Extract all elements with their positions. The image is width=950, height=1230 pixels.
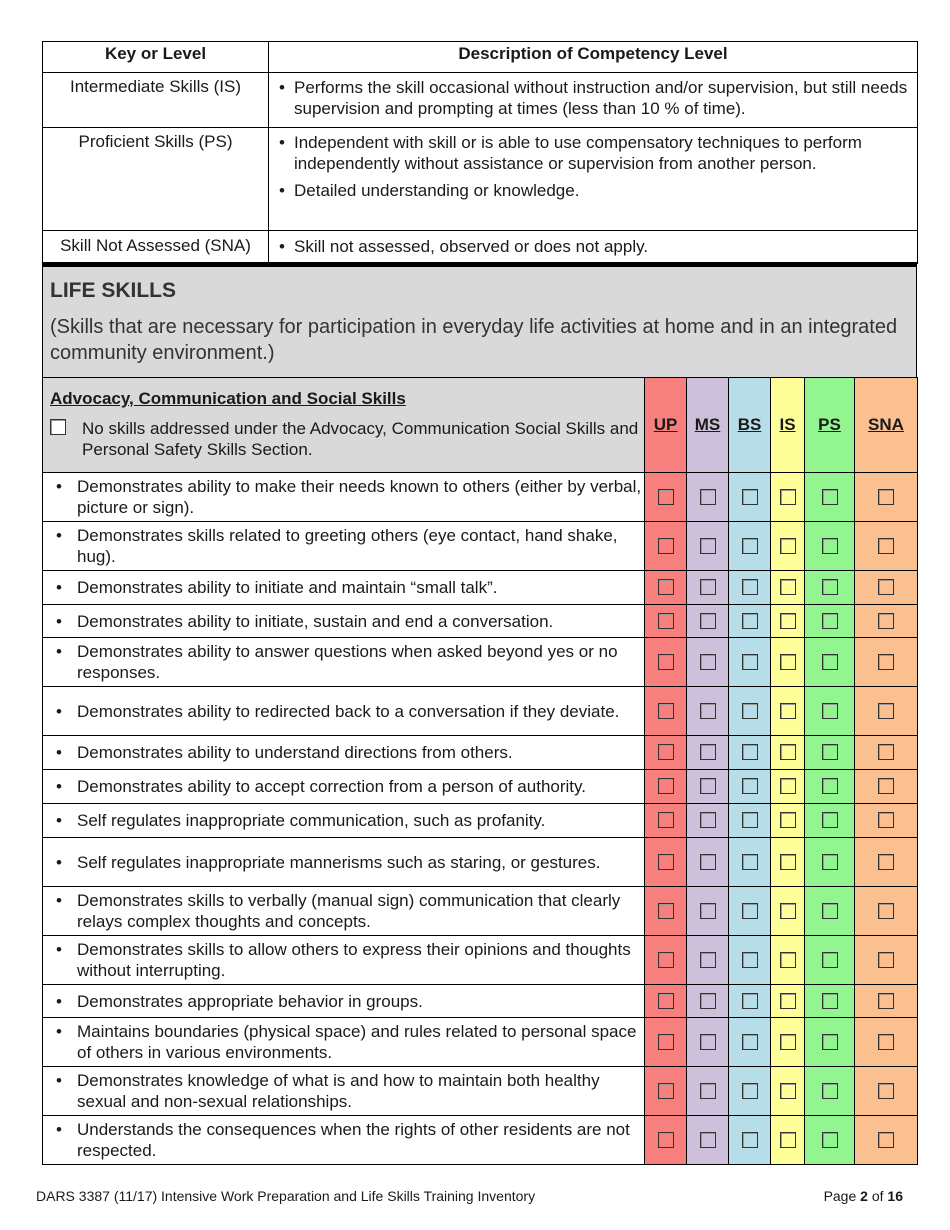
checkbox-ms[interactable] — [700, 1132, 716, 1148]
checkbox-up[interactable] — [658, 1034, 674, 1050]
key-description: • Independent with skill or is able to use compensatory techniques to perform independently without assistance or supervision from another person. — [277, 132, 913, 174]
skill-label: • Demonstrates skills related to greeting others (eye contact, hand shake, hug). — [43, 525, 644, 567]
checkbox-bs[interactable] — [742, 744, 758, 760]
checkbox-up[interactable] — [658, 1083, 674, 1099]
key-label: Intermediate Skills (IS) — [43, 73, 269, 128]
checkbox-ms[interactable] — [700, 489, 716, 505]
checkbox-is[interactable] — [780, 613, 796, 629]
checkbox-up[interactable] — [658, 952, 674, 968]
checkbox-ms[interactable] — [700, 993, 716, 1009]
checkbox-ms[interactable] — [700, 1034, 716, 1050]
skill-row — [43, 687, 918, 736]
level-header-is: IS — [771, 378, 805, 473]
skill-label: • Demonstrates appropriate behavior in groups. — [43, 991, 644, 1012]
key-row-intermediate — [43, 73, 918, 128]
checkbox-ms[interactable] — [700, 854, 716, 870]
checkbox-sna[interactable] — [878, 654, 894, 670]
checkbox-ms[interactable] — [700, 703, 716, 719]
key-description: • Skill not assessed, observed or does not apply. — [277, 236, 913, 257]
checkbox-is[interactable] — [780, 778, 796, 794]
checkbox-is[interactable] — [780, 538, 796, 554]
checkbox-is[interactable] — [780, 654, 796, 670]
checkbox-is[interactable] — [780, 952, 796, 968]
checkbox-up[interactable] — [658, 654, 674, 670]
key-label: Proficient Skills (PS) — [43, 128, 269, 231]
checkbox-ps[interactable] — [822, 952, 838, 968]
level-header-ps: PS — [805, 378, 855, 473]
skill-label: • Demonstrates ability to redirected back to a conversation if they deviate. — [43, 701, 644, 722]
checkbox-up[interactable] — [658, 854, 674, 870]
checkbox-up[interactable] — [658, 812, 674, 828]
key-description: • Detailed understanding or knowledge. — [277, 180, 913, 201]
skill-label: • Demonstrates ability to answer questions when asked beyond yes or no responses. — [43, 641, 644, 683]
skill-label: • Understands the consequences when the rights of other residents are not respected. — [43, 1119, 644, 1161]
life-skills-header — [42, 262, 917, 378]
skill-label: • Demonstrates ability to accept correction from a person of authority. — [43, 776, 644, 797]
checkbox-ps[interactable] — [822, 903, 838, 919]
skill-label: • Demonstrates skills to allow others to express their opinions and thoughts without interrupting. — [43, 939, 644, 981]
level-header-ms: MS — [687, 378, 729, 473]
checkbox-sna[interactable] — [878, 778, 894, 794]
checkbox-is[interactable] — [780, 993, 796, 1009]
checkbox-up[interactable] — [658, 778, 674, 794]
level-header-up: UP — [645, 378, 687, 473]
skill-row — [43, 1067, 918, 1116]
checkbox-sna[interactable] — [878, 703, 894, 719]
checkbox-ms[interactable] — [700, 952, 716, 968]
checkbox-bs[interactable] — [742, 703, 758, 719]
skill-row — [43, 736, 918, 770]
checkbox-sna[interactable] — [878, 1083, 894, 1099]
key-row-proficient — [43, 128, 918, 231]
page-prefix: Page — [823, 1188, 857, 1204]
no-skills-label: No skills addressed under the Advocacy, Communication Social Skills and Personal Safety Skills Section. — [82, 419, 639, 459]
checkbox-up[interactable] — [658, 489, 674, 505]
skill-row — [43, 985, 918, 1018]
checkbox-bs[interactable] — [742, 1034, 758, 1050]
checkbox-bs[interactable] — [742, 812, 758, 828]
key-label: Skill Not Assessed (SNA) — [43, 231, 269, 264]
checkbox-sna[interactable] — [878, 903, 894, 919]
checkbox-up[interactable] — [658, 903, 674, 919]
checkbox-up[interactable] — [658, 744, 674, 760]
skill-label: • Demonstrates skills to verbally (manual sign) communication that clearly relays complex thoughts and concepts. — [43, 890, 644, 932]
checkbox-sna[interactable] — [878, 744, 894, 760]
checkbox-is[interactable] — [780, 903, 796, 919]
skill-row — [43, 638, 918, 687]
competency-key-table — [42, 41, 918, 264]
checkbox-ps[interactable] — [822, 703, 838, 719]
skill-row — [43, 522, 918, 571]
checkbox-sna[interactable] — [878, 1034, 894, 1050]
no-skills-checkbox[interactable] — [50, 419, 66, 435]
checkbox-is[interactable] — [780, 579, 796, 595]
checkbox-ps[interactable] — [822, 1083, 838, 1099]
skill-row — [43, 838, 918, 887]
skill-label: • Demonstrates knowledge of what is and how to maintain both healthy sexual and non-sexual relationships. — [43, 1070, 644, 1112]
checkbox-is[interactable] — [780, 854, 796, 870]
checkbox-bs[interactable] — [742, 1132, 758, 1148]
level-header-sna: SNA — [855, 378, 918, 473]
checkbox-is[interactable] — [780, 703, 796, 719]
life-skills-description: (Skills that are necessary for participation in everyday life activities at home and in an integrated community environment.) — [50, 316, 898, 364]
checkbox-ms[interactable] — [700, 579, 716, 595]
checkbox-bs[interactable] — [742, 538, 758, 554]
checkbox-ms[interactable] — [700, 613, 716, 629]
checkbox-ps[interactable] — [822, 1034, 838, 1050]
checkbox-is[interactable] — [780, 744, 796, 760]
skill-row — [43, 473, 918, 522]
checkbox-ps[interactable] — [822, 538, 838, 554]
section-title: Advocacy, Communication and Social Skills — [50, 389, 406, 408]
checkbox-sna[interactable] — [878, 854, 894, 870]
section-header — [43, 378, 645, 473]
checkbox-up[interactable] — [658, 1132, 674, 1148]
checkbox-bs[interactable] — [742, 952, 758, 968]
checkbox-ps[interactable] — [822, 1132, 838, 1148]
skill-label: • Self regulates inappropriate mannerisms such as staring, or gestures. — [43, 852, 644, 873]
form-title: DARS 3387 (11/17) Intensive Work Preparation and Life Skills Training Inventory — [36, 1188, 536, 1204]
checkbox-ps[interactable] — [822, 654, 838, 670]
skill-label: • Demonstrates ability to initiate, sustain and end a conversation. — [43, 611, 644, 632]
checkbox-ms[interactable] — [700, 744, 716, 760]
checkbox-bs[interactable] — [742, 489, 758, 505]
checkbox-up[interactable] — [658, 538, 674, 554]
checkbox-ps[interactable] — [822, 579, 838, 595]
page-total: 16 — [887, 1188, 903, 1204]
description-column-header: Description of Competency Level — [269, 42, 918, 73]
checkbox-bs[interactable] — [742, 654, 758, 670]
checkbox-is[interactable] — [780, 1034, 796, 1050]
checkbox-sna[interactable] — [878, 613, 894, 629]
checkbox-sna[interactable] — [878, 1132, 894, 1148]
checkbox-sna[interactable] — [878, 952, 894, 968]
checkbox-ms[interactable] — [700, 903, 716, 919]
checkbox-bs[interactable] — [742, 903, 758, 919]
checkbox-sna[interactable] — [878, 993, 894, 1009]
checkbox-up[interactable] — [658, 579, 674, 595]
checkbox-ms[interactable] — [700, 538, 716, 554]
checkbox-ps[interactable] — [822, 489, 838, 505]
skills-checklist-table — [42, 377, 918, 1165]
life-skills-title: LIFE SKILLS — [50, 279, 176, 302]
checkbox-bs[interactable] — [742, 579, 758, 595]
skill-row — [43, 605, 918, 638]
skill-label: • Maintains boundaries (physical space) and rules related to personal space of others in various environments. — [43, 1021, 644, 1063]
checkbox-is[interactable] — [780, 1132, 796, 1148]
key-row-not-assessed — [43, 231, 918, 264]
page-of: of — [871, 1188, 884, 1204]
checkbox-up[interactable] — [658, 613, 674, 629]
checkbox-ps[interactable] — [822, 744, 838, 760]
checkbox-up[interactable] — [658, 703, 674, 719]
page-number — [824, 1188, 903, 1204]
skill-row — [43, 804, 918, 838]
checkbox-ps[interactable] — [822, 854, 838, 870]
checkbox-ps[interactable] — [822, 993, 838, 1009]
checkbox-bs[interactable] — [742, 993, 758, 1009]
checkbox-ps[interactable] — [822, 812, 838, 828]
skill-row — [43, 936, 918, 985]
checkbox-sna[interactable] — [878, 579, 894, 595]
skill-row — [43, 770, 918, 804]
checkbox-bs[interactable] — [742, 1083, 758, 1099]
checkbox-is[interactable] — [780, 1083, 796, 1099]
skill-row — [43, 887, 918, 936]
checkbox-sna[interactable] — [878, 538, 894, 554]
skill-row — [43, 571, 918, 605]
checkbox-ps[interactable] — [822, 613, 838, 629]
skill-label: • Demonstrates ability to initiate and maintain “small talk”. — [43, 577, 644, 598]
checkbox-up[interactable] — [658, 993, 674, 1009]
skill-row — [43, 1116, 918, 1165]
key-description: • Performs the skill occasional without instruction and/or supervision, but still needs supervision and prompting at times (less than 10 % of time). — [277, 77, 913, 119]
checkbox-bs[interactable] — [742, 613, 758, 629]
checkbox-sna[interactable] — [878, 812, 894, 828]
checkbox-bs[interactable] — [742, 854, 758, 870]
checkbox-is[interactable] — [780, 489, 796, 505]
key-column-header: Key or Level — [43, 42, 269, 73]
skills-list — [43, 473, 918, 1165]
checkbox-bs[interactable] — [742, 778, 758, 794]
page-current: 2 — [860, 1188, 868, 1204]
checkbox-is[interactable] — [780, 812, 796, 828]
checkbox-ms[interactable] — [700, 1083, 716, 1099]
checkbox-ms[interactable] — [700, 654, 716, 670]
skill-row — [43, 1018, 918, 1067]
level-header-bs: BS — [729, 378, 771, 473]
checkbox-ps[interactable] — [822, 778, 838, 794]
checkbox-ms[interactable] — [700, 778, 716, 794]
checkbox-sna[interactable] — [878, 489, 894, 505]
skill-label: • Demonstrates ability to make their needs known to others (either by verbal, picture or sign). — [43, 476, 644, 518]
checkbox-ms[interactable] — [700, 812, 716, 828]
skill-label: • Self regulates inappropriate communication, such as profanity. — [43, 810, 644, 831]
skill-label: • Demonstrates ability to understand directions from others. — [43, 742, 644, 763]
